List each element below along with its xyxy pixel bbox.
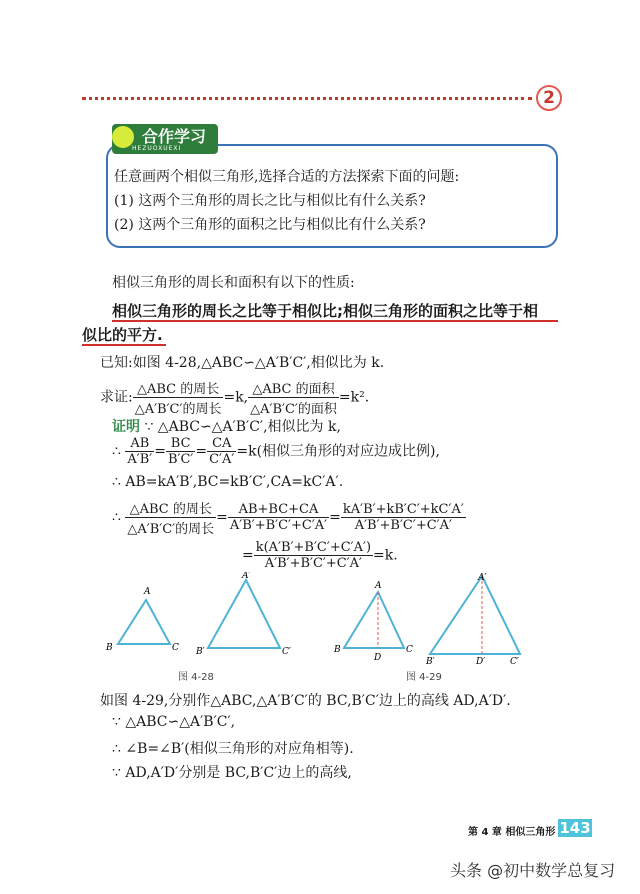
fraction-denominator: A′B′: [127, 452, 153, 467]
proof-line-5: [242, 540, 398, 571]
fraction-numerator: BC: [166, 436, 195, 452]
therefore-symbol: ∴: [112, 474, 121, 490]
label-a2: A′: [242, 572, 251, 581]
theorem-line-1: 相似三角形的周长之比等于相似比;相似三角形的面积之比等于相: [112, 302, 539, 320]
proof-line-4: [112, 498, 466, 537]
badge-subtitle: HEZUOXUEXI: [132, 145, 182, 152]
question-2: (2) 这两个三角形的面积之比与相似比有什么关系?: [114, 217, 426, 233]
side-relations: AB=kA′B′,BC=kB′C′,CA=kC′A′.: [125, 474, 344, 490]
label-b: B: [106, 643, 113, 653]
watermark: 头条 @初中数学总复习: [450, 861, 616, 880]
therefore-symbol: ∴: [112, 509, 121, 526]
fraction-numerator: △ABC 的周长: [133, 378, 224, 398]
therefore-symbol: ∴: [112, 443, 121, 460]
label-b2: B′: [196, 647, 205, 657]
fraction-denominator: △A′B′C′的周长: [134, 402, 222, 417]
equals-k: =k,: [223, 389, 249, 406]
theorem-underline-1: [112, 320, 558, 322]
fraction-denominator: A′B′+B′C′+C′A′: [354, 518, 452, 533]
question-intro: 任意画两个相似三角形,选择合适的方法探索下面的问题:: [114, 169, 460, 185]
label-d: D: [374, 653, 382, 663]
fraction: [248, 378, 339, 417]
fraction-denominator: B′C′: [167, 452, 194, 467]
label-d2: D′: [476, 657, 486, 667]
equals-sign: =: [216, 509, 228, 526]
fraction-denominator: △A′B′C′的周长: [127, 522, 215, 537]
fraction: [341, 502, 466, 533]
section-number: 2: [536, 85, 562, 111]
label-a: A: [144, 587, 151, 597]
proof-step-1: ∵ △ABC∽△A′B′C′,相似比为 k,: [144, 419, 341, 435]
badge-title: 合作学习: [142, 127, 207, 146]
label-c: C: [172, 643, 179, 653]
fraction: [125, 498, 216, 537]
heartbeat-icon: [112, 126, 134, 148]
triangle-a2b2c2: [208, 580, 280, 648]
label-a2-fig29: A′: [478, 573, 487, 583]
equals-k-squared: =k².: [338, 389, 370, 406]
fraction: [166, 436, 195, 467]
triangle-abc-altitude: [344, 592, 404, 648]
fraction-denominator: C′A′: [209, 452, 235, 467]
prove-prefix: 求证:: [100, 389, 133, 406]
page-number: 143: [559, 819, 591, 837]
triangle-abc: [118, 600, 170, 644]
equals-sign: =: [195, 443, 208, 460]
proof-label: 证明: [112, 419, 140, 435]
fraction-denominator: A′B′+B′C′+C′A′: [229, 518, 328, 533]
fraction-numerator: CA: [207, 436, 236, 452]
equals-k-end: =k.: [373, 547, 398, 564]
section-divider: [82, 97, 532, 100]
question-1: (1) 这两个三角形的周长之比与相似比有什么关系?: [114, 193, 426, 209]
chapter-footer: 第 4 章 相似三角形: [468, 827, 556, 838]
label-a-fig29: A: [375, 581, 382, 591]
figure-caption-4-29: 图 4-29: [406, 672, 442, 683]
triangle-figures: [100, 572, 580, 684]
theorem-underline-2: [82, 344, 166, 346]
fraction-numerator: AB: [125, 436, 154, 452]
prove-statement: [100, 378, 369, 417]
figure-caption-4-28: 图 4-28: [178, 672, 214, 683]
altitude-statement: 如图 4-29,分别作△ABC,△A′B′C′的 BC,B′C′边上的高线 AD,A′D′.: [100, 693, 511, 709]
fraction-denominator: A′B′+B′C′+C′A′: [264, 556, 363, 571]
label-c2-fig29: C′: [510, 657, 519, 667]
fraction-numerator: k(A′B′+B′C′+C′A′): [255, 540, 372, 555]
label-b-fig29: B: [334, 645, 341, 655]
label-c2: C′: [282, 647, 291, 657]
fraction-numerator: kA′B′+kB′C′+kC′A′: [342, 502, 464, 517]
theorem-line-2: 似比的平方.: [82, 326, 163, 344]
altitude-step: ∵ AD,A′D′分别是 BC,B′C′边上的高线,: [112, 765, 352, 781]
given-statement: 已知:如图 4-28,△ABC∽△A′B′C′,相似比为 k.: [100, 355, 385, 371]
equals-sign: =: [154, 443, 166, 460]
equals-sign: =: [329, 509, 341, 526]
triangle-a2b2c2-altitude: [430, 576, 520, 654]
angle-step: ∴ ∠B=∠B′(相似三角形的对应角相等).: [112, 741, 354, 757]
proof-line-1: [112, 416, 341, 436]
fraction-numerator: △ABC 的周长: [125, 498, 216, 518]
similarity-step: ∵ △ABC∽△A′B′C′,: [112, 714, 236, 730]
fraction-denominator: △A′B′C′的面积: [250, 402, 337, 417]
proof-line-3: [112, 474, 343, 490]
ratio-reason: =k(相似三角形的对应边成比例),: [236, 443, 440, 460]
fraction-numerator: AB+BC+CA: [228, 502, 329, 518]
fraction: [207, 436, 236, 467]
equals-sign: =: [242, 547, 254, 564]
fraction-numerator: △ABC 的面积: [248, 378, 339, 398]
label-b2-fig29: B′: [426, 657, 435, 667]
lead-text: 相似三角形的周长和面积有以下的性质:: [112, 275, 355, 291]
fraction: [133, 378, 224, 417]
proof-line-2: [112, 436, 440, 467]
fraction: [228, 502, 329, 533]
fraction: [254, 540, 373, 571]
label-c-fig29: C: [406, 645, 413, 655]
fraction: [125, 436, 154, 467]
